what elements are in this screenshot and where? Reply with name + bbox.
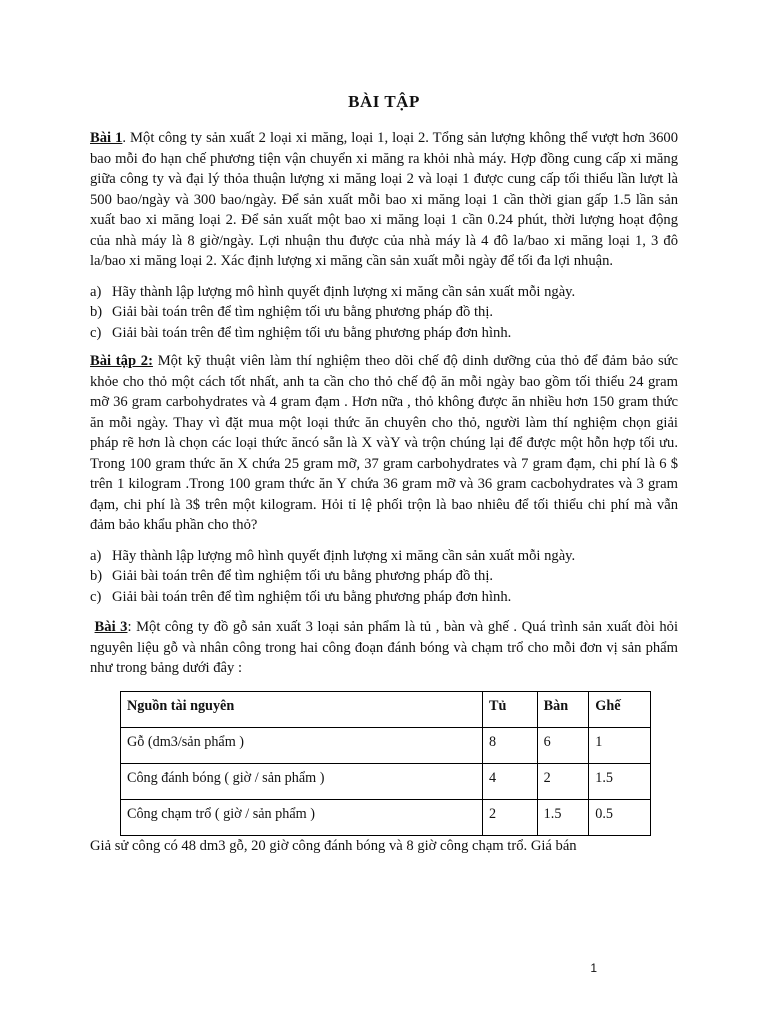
table-cell: 1 (589, 727, 651, 763)
table-header-cell: Ghế (589, 691, 651, 727)
list-text: Hãy thành lập lượng mô hình quyết định lượng xi măng cần sản xuất mỗi ngày. (112, 547, 576, 564)
list-marker: c) (90, 324, 102, 341)
list-item (90, 282, 678, 303)
table-cell: Gỗ (dm3/sản phẩm ) (121, 727, 483, 763)
table-header-cell: Nguồn tài nguyên (121, 691, 483, 727)
document-page (90, 92, 678, 856)
table-cell: Công chạm trổ ( giờ / sản phẩm ) (121, 799, 483, 835)
bai1-subquestions (90, 282, 678, 344)
bai3-continuation: Giả sử công có 48 dm3 gỗ, 20 giờ công đánh bóng và 8 giờ công chạm trổ. Giá bán (90, 837, 577, 854)
list-marker: a) (90, 547, 102, 564)
table-cell: 8 (483, 727, 538, 763)
table-row (121, 799, 651, 835)
list-text: Hãy thành lập lượng mô hình quyết định lượng xi măng cần sản xuất mỗi ngày. (112, 283, 576, 300)
table-row (121, 727, 651, 763)
list-item (90, 546, 678, 567)
bai3-text: Một công ty đồ gỗ sản xuất 3 loại sản phẩm là tủ , bàn và ghế . Quá trình sản xuất đòi hỏi nguyên liệu gỗ và nhân công trong hai công đoạn đánh bóng và chạm trổ cho mỗi đơn vị sản phẩm như trong bảng dưới đây : (90, 619, 679, 676)
table-header-row (121, 691, 651, 727)
list-marker: b) (90, 304, 103, 320)
table-header-cell: Tủ (483, 691, 538, 727)
resource-table (120, 691, 651, 836)
bai2-paragraph (90, 351, 678, 536)
page-title: BÀI TẬP (348, 92, 420, 111)
table-header-cell: Bàn (537, 691, 589, 727)
table-cell: 4 (483, 763, 538, 799)
bai3-separator: : (127, 619, 137, 635)
list-text: Giải bài toán trên để tìm nghiệm tối ưu bằng phương pháp đồ thị. (112, 568, 494, 584)
list-text: Giải bài toán trên để tìm nghiệm tối ưu bằng phương pháp đơn hình. (112, 588, 512, 605)
bai3-paragraph (90, 617, 678, 679)
list-text: Giải bài toán trên để tìm nghiệm tối ưu bằng phương pháp đơn hình. (112, 324, 512, 341)
table-cell: 2 (483, 799, 538, 835)
list-item (90, 566, 678, 587)
table-cell: 6 (537, 727, 589, 763)
table-cell: 1.5 (537, 799, 589, 835)
table-cell: 0.5 (589, 799, 651, 835)
table-cell: Công đánh bóng ( giờ / sản phẩm ) (121, 763, 483, 799)
bai1-separator: . (122, 130, 131, 146)
list-text: Giải bài toán trên để tìm nghiệm tối ưu bằng phương pháp đồ thị. (112, 304, 494, 320)
bai2-subquestions (90, 546, 678, 608)
list-marker: c) (90, 588, 102, 605)
list-item (90, 587, 678, 608)
bai2-text: Một kỹ thuật viên làm thí nghiệm theo dõi chế độ dinh dưỡng của thỏ để đảm bảo sức khỏe cho thỏ một cách tốt nhất, anh ta cần cho thỏ chế độ ăn mỗi ngày bao gồm tối thiểu 24 gram mỡ 36 gram carbohydrates và 4 gram đạm . Hơn nữa , thỏ không được ăn nhiều hơn 150 gram thức ăn mỗi ngày. Thay vì đặt mua một loại thức ăn chuyên cho thỏ, người làm thí nghiệm chọn giải pháp rẽ hơn là chọn các loại thức ăncó sẵn là X vàY và trộn chúng lại để được một hỗn hợp tối ưu. Trong 100 gram thức ăn X chứa 25 gram mỡ, 37 gram carbohydrates và 7 gram đạm, chi phí là 6 $ trên 1 kilogram .Trong 100 gram thức ăn Y chứa 36 gram mỡ và 36 gram cacbohydrates và 3 gram đạm, chi phí là 3$ trên một kilogram. Hỏi tỉ lệ phối trộn là bao nhiêu để tối thiểu chi phí mà vẫn đảm bảo khẩu phần cho thỏ? (90, 353, 679, 533)
bai1-paragraph (90, 128, 678, 272)
list-item (90, 302, 678, 323)
bai2-label: Bài tập 2: (90, 353, 153, 369)
table-row (121, 763, 651, 799)
bai3-label: Bài 3 (94, 619, 128, 635)
table-cell: 2 (537, 763, 589, 799)
bai1-label: Bài 1 (90, 130, 123, 146)
table-cell: 1.5 (589, 763, 651, 799)
bai1-text: Một công ty sản xuất 2 loại xi măng, loại 1, loại 2. Tổng sản lượng không thể vượt hơn 3600 bao mỗi đo hạn chế phương tiện vận chuyển xi măng ra khỏi nhà máy. Hợp đồng cung cấp xi măng giữa công ty và đại lý thỏa thuận lượng xi măng loại 2 và loại 1 được cung cấp tối thiểu lần lượt là 500 bao/ngày và 300 bao/ngày. Để sản xuất mỗi bao xi măng loại 1 cần thời gian gấp 1.5 lần sản xuất bao xi măng loại 2. Để sản xuất một bao xi măng loại 1 cần 0.24 phút, thời lượng hoạt động của nhà máy là 8 giờ/ngày. Lợi nhuận thu được của nhà máy là 4 đô la/bao xi măng loại 1, 3 đô la/bao xi măng loại 2. Xác định lượng xi măng cần sản xuất mỗi ngày để tối đa lợi nhuận. (90, 130, 679, 269)
list-marker: b) (90, 568, 103, 584)
page-number: 1 (590, 961, 597, 975)
list-item (90, 323, 678, 344)
list-marker: a) (90, 283, 102, 300)
